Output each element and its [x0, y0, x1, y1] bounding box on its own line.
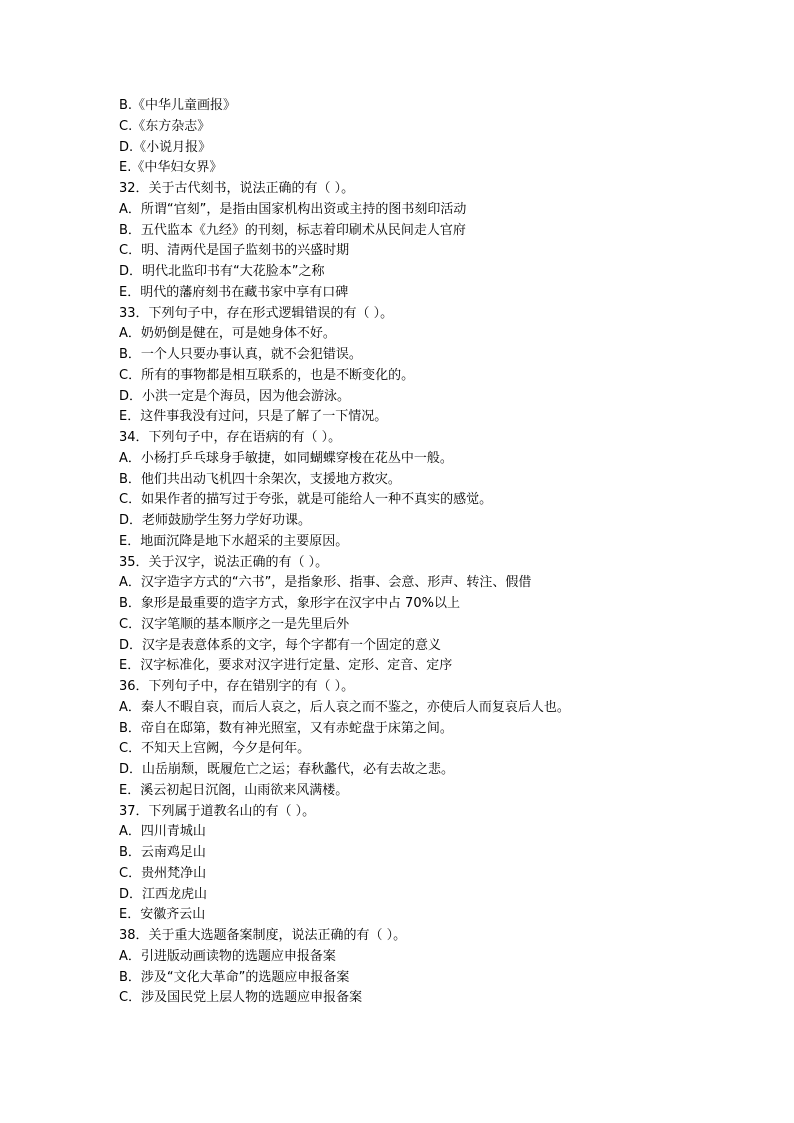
- text-line: C．贵州梵净山: [119, 865, 207, 881]
- text-line: 36．下列句子中，存在错别字的有（ ）。: [119, 679, 355, 694]
- text-line: E．溪云初起日沉阁，山雨欲来风满楼。: [119, 782, 349, 798]
- text-line: A．小杨打乒乓球身手敏捷，如同蝴蝶穿梭在花丛中一般。: [119, 450, 453, 466]
- text-line: 34．下列句子中，存在语病的有（ ）。: [119, 430, 342, 445]
- text-line: D．山岳崩颓，既履危亡之运；春秋蠡代，必有去故之悲。: [119, 762, 455, 777]
- text-line: 32．关于古代刻书，说法正确的有（ ）。: [119, 181, 355, 196]
- text-line: C．不知天上宫阙，今夕是何年。: [119, 741, 311, 757]
- text-line: C．所有的事物都是相互联系的，也是不断变化的。: [119, 367, 415, 383]
- text-line: B．涉及“文化大革命”的选题应申报备案: [119, 969, 350, 985]
- text-line: A．引进版动画读物的选题应申报备案: [119, 948, 336, 964]
- text-line: D.《小说月报》: [119, 139, 212, 155]
- text-line: 38．关于重大选题备案制度，说法正确的有（ ）。: [119, 928, 407, 943]
- text-line: E.《中华妇女界》: [119, 160, 223, 176]
- text-line: B.《中华儿童画报》: [119, 98, 237, 113]
- text-line: B．一个人只要办事认真，就不会犯错误。: [119, 347, 362, 362]
- text-line: D．汉字是表意体系的文字，每个字都有一个固定的意义: [119, 637, 442, 653]
- text-line: A．所谓“官刻”，是指由国家机构出资或主持的图书刻印活动: [119, 201, 467, 217]
- text-line: B．他们共出动飞机四十余架次，支援地方救灾。: [119, 471, 401, 487]
- text-line: B．五代监本《九经》的刊刻，标志着印刷术从民间走人官府: [119, 222, 466, 238]
- text-line: E．这件事我没有过问，只是了解了一下情况。: [119, 409, 388, 425]
- text-line: D．明代北监印书有“大花脸本”之称: [119, 264, 325, 279]
- text-line: C．涉及国民党上层人物的选题应申报备案: [119, 990, 363, 1006]
- text-line: C．明、清两代是国子监刻书的兴盛时期: [119, 243, 350, 259]
- text-line: C．汉字笔顺的基本顺序之一是先里后外: [119, 616, 350, 632]
- text-line: B．帝自在邸第，数有神光照室，又有赤蛇盘于床第之间。: [119, 720, 453, 736]
- text-line: E．地面沉降是地下水超采的主要原因。: [119, 533, 349, 549]
- text-line: 37．下列属于道教名山的有（ ）。: [119, 803, 316, 819]
- text-line: A．秦人不暇自哀，而后人哀之，后人哀之而不鉴之，亦使后人而复哀后人也。: [119, 699, 570, 715]
- text-line: C．如果作者的描写过于夸张，就是可能给人一种不真实的感觉。: [119, 492, 493, 508]
- document-body: [119, 96, 719, 1009]
- text-line: 35．关于汉字，说法正确的有（ ）。: [119, 554, 329, 570]
- text-line: E．安徽齐云山: [119, 907, 206, 923]
- text-line: C.《东方杂志》: [119, 118, 211, 134]
- text-line: B．云南鸡足山: [119, 845, 206, 860]
- text-line: A．四川青城山: [119, 824, 206, 840]
- text-line: E．明代的藩府刻书在藏书家中享有口碑: [119, 284, 349, 300]
- text-line: E．汉字标准化，要求对汉字进行定量、定形、定音、定序: [119, 658, 453, 674]
- text-line: D．江西龙虎山: [119, 886, 208, 902]
- text-line: B．象形是最重要的造字方式，象形字在汉字中占 70%以上: [119, 596, 460, 611]
- text-line: A．奶奶倒是健在，可是她身体不好。: [119, 326, 336, 342]
- text-line: A．汉字造字方式的“六书”，是指象形、指事、会意、形声、转注、假借: [119, 575, 532, 591]
- text-line: 33．下列句子中，存在形式逻辑错误的有（ ）。: [119, 305, 394, 321]
- text-line: D．小洪一定是个海员，因为他会游泳。: [119, 388, 351, 404]
- text-line: D．老师鼓励学生努力学好功课。: [119, 513, 312, 528]
